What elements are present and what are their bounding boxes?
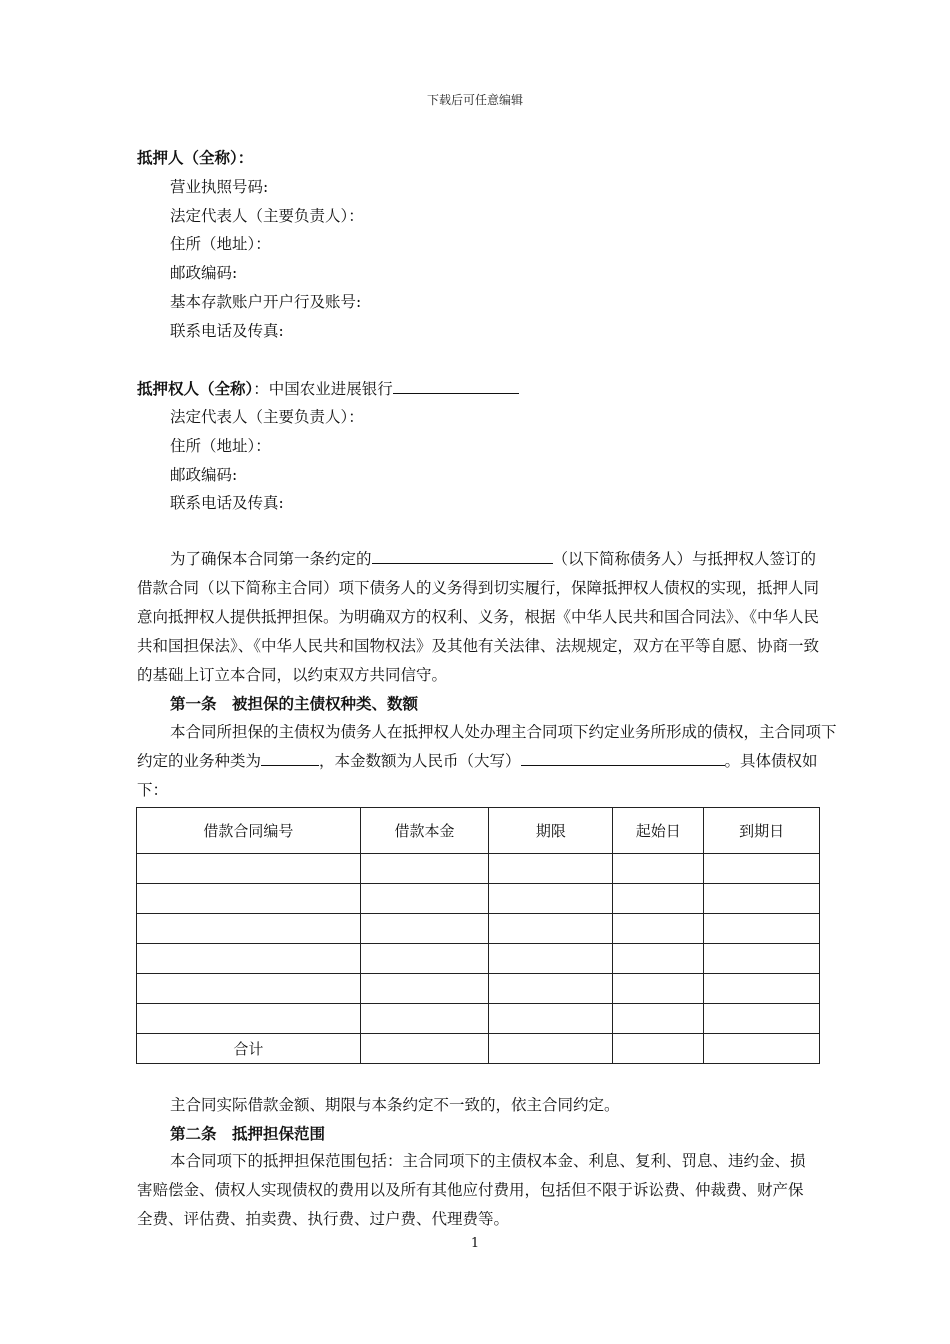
table-cell[interactable] [613,914,704,944]
table-cell[interactable] [360,854,489,884]
article1-paragraph [137,718,837,805]
table-cell[interactable] [489,854,613,884]
table-cell[interactable] [704,884,820,914]
table-cell[interactable] [613,884,704,914]
pledgee-title: 抵押权人（全称） [137,379,254,398]
pledgee-field-phone-fax: 联系电话及传真: [170,494,284,512]
table-cell[interactable] [137,974,361,1004]
total-label: 合计 [137,1034,361,1064]
table-cell[interactable] [613,974,704,1004]
article1-text1: 本合同所担保的主债权为债务人在抵押权人处办理主合同项下约定业务所形成的债权，主合同项下约定的业务种类为 [137,723,837,770]
table-cell[interactable] [704,914,820,944]
table-cell[interactable] [613,854,704,884]
pledgee-title-line [137,378,519,399]
header-due-date: 到期日 [704,808,820,854]
table-cell[interactable] [613,1004,704,1034]
business-type-blank [261,750,319,766]
pledgor-field-representative: 法定代表人（主要负责人）： [170,207,364,225]
header-start-date: 起始日 [613,808,704,854]
header-principal: 借款本金 [360,808,489,854]
table-row [137,1004,820,1034]
table-row [137,974,820,1004]
page-header-note: 下载后可任意编辑 [426,93,523,107]
article1-heading: 第一条 被担保的主债权种类、数额 [170,694,419,713]
table-cell[interactable] [137,914,361,944]
table-row [137,944,820,974]
pledgee-field-postcode: 邮政编码: [170,466,238,484]
table-cell[interactable] [613,944,704,974]
principal-amount-blank [521,750,725,766]
table-cell[interactable] [704,854,820,884]
table-cell[interactable] [489,974,613,1004]
pledgor-field-bank-account: 基本存款账户开户行及账号: [170,293,362,311]
table-total-row [137,1034,820,1064]
pledgee-name: ：中国农业进展银行 [253,380,393,398]
table-cell[interactable] [489,914,613,944]
article2-heading: 第二条 抵押担保范围 [170,1124,326,1143]
pledgee-branch-blank [393,378,519,394]
table-cell[interactable] [704,1034,820,1064]
pledgee-field-address: 住所（地址）： [170,437,271,455]
pledgor-title: 抵押人（全称）： [137,148,254,167]
table-cell[interactable] [360,1034,489,1064]
intro-part2: （以下简称债务人）与抵押权人签订的借款合同（以下简称主合同）项下债务人的义务得到切实履行，保障抵押权人债权的实现，抵押人同意向抵押权人提供抵押担保。为明确双方的权利、义务，根据《中华人民共和国合同法》、《中华人民共和国担保法》、《中华人民共和国物权法》及其他有关法律、法规规定，双方在平等自愿、协商一致的基础上订立本合同，以约束双方共同信守。 [137,550,820,684]
article2-text: 本合同项下的抵押担保范围包括：主合同项下的主债权本金、利息、复利、罚息、违约金、损害赔偿金、债权人实现债权的费用以及所有其他应付费用，包括但不限于诉讼费、仲裁费、财产保全费、评估费、拍卖费、执行费、过户费、代理费等。 [137,1152,806,1228]
header-term: 期限 [489,808,613,854]
page-number: 1 [470,1236,480,1251]
article1-text2: ，本金数额为人民币（大写） [319,752,521,770]
table-cell[interactable] [704,944,820,974]
intro-part1: 为了确保本合同第一条约定的 [170,550,372,568]
pledgor-field-license: 营业执照号码: [170,178,269,196]
table-cell[interactable] [360,1004,489,1034]
header-contract-number: 借款合同编号 [137,808,361,854]
table-cell[interactable] [360,914,489,944]
table-cell[interactable] [137,944,361,974]
table-cell[interactable] [360,884,489,914]
table-row [137,854,820,884]
intro-paragraph [137,545,827,690]
table-cell[interactable] [489,944,613,974]
pledgor-field-address: 住所（地址）： [170,235,271,253]
table-cell[interactable] [489,884,613,914]
claims-table [136,807,820,1064]
table-cell[interactable] [704,1004,820,1034]
table-cell[interactable] [137,1004,361,1034]
table-cell[interactable] [137,854,361,884]
pledgee-field-representative: 法定代表人（主要负责人）： [170,408,364,426]
pledgor-field-phone-fax: 联系电话及传真: [170,322,284,340]
table-header-row [137,808,820,854]
table-cell[interactable] [137,884,361,914]
table-cell[interactable] [360,944,489,974]
pledgor-field-postcode: 邮政编码: [170,264,238,282]
debtor-blank [372,548,553,564]
table-row [137,914,820,944]
article2-paragraph [137,1147,817,1234]
table-cell[interactable] [613,1034,704,1064]
table-cell[interactable] [489,1004,613,1034]
article1-text3: 。具体债权如下： [137,752,818,799]
table-cell[interactable] [489,1034,613,1064]
table-cell[interactable] [704,974,820,1004]
table-row [137,884,820,914]
note-after-table: 主合同实际借款金额、期限与本条约定不一致的，依主合同约定。 [170,1096,620,1114]
table-cell[interactable] [360,974,489,1004]
